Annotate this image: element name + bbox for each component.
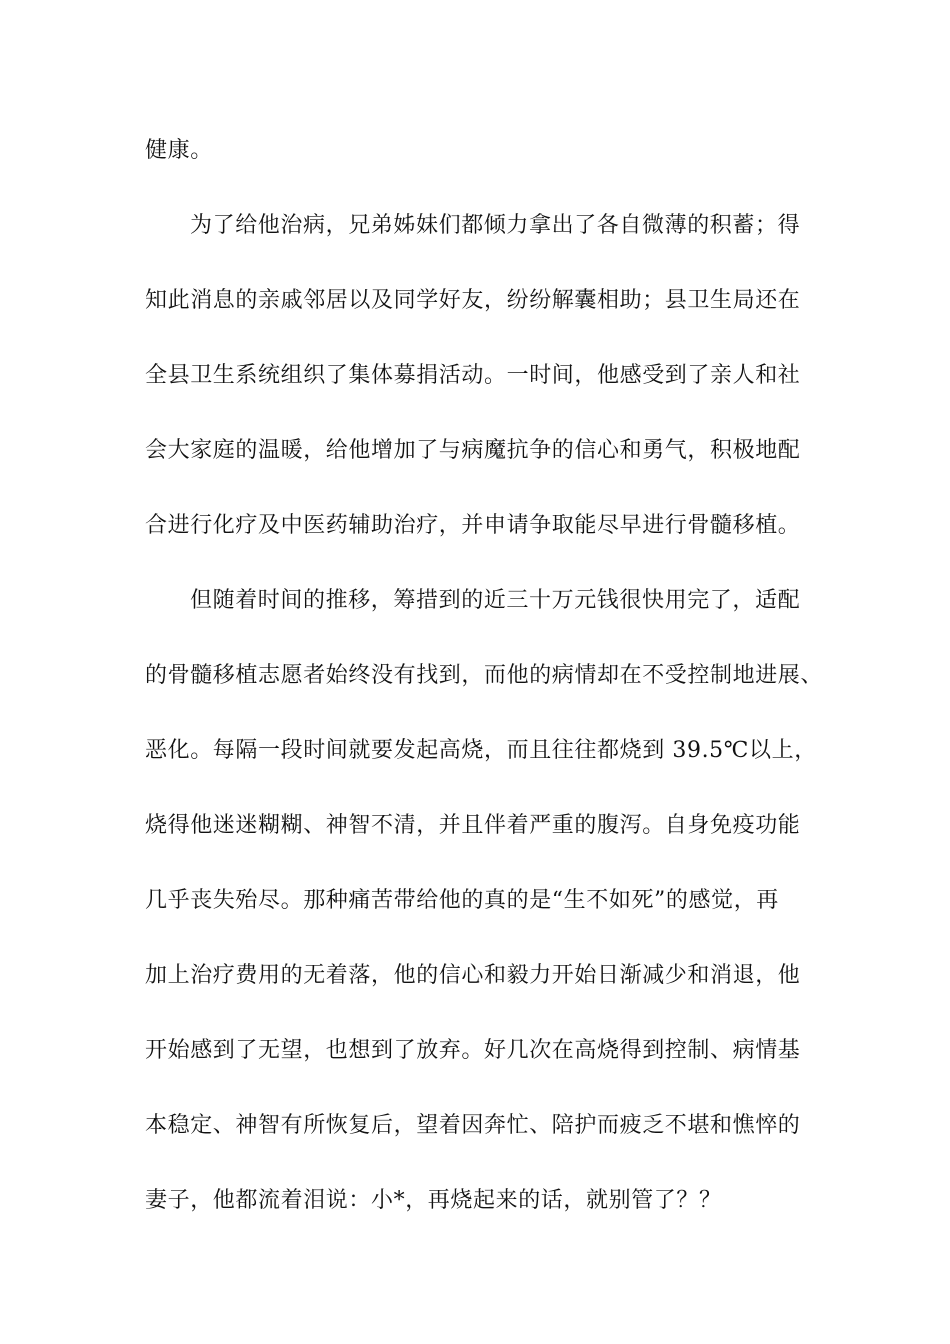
text-line: 开始感到了无望，也想到了放弃。好几次在高烧得到控制、病情基 [145, 1038, 801, 1063]
text-line: 健康。 [145, 138, 213, 163]
text-line: 恶化。每隔一段时间就要发起高烧，而且往往都烧到 39.5℃以上， [145, 738, 817, 763]
paragraph-start-line: 为了给他治病，兄弟姊妹们都倾力拿出了各自微薄的积蓄；得 [190, 213, 801, 238]
text-line: 会大家庭的温暖，给他增加了与病魔抗争的信心和勇气，积极地配 [145, 438, 801, 463]
text-line: 妻子，他都流着泪说：小*，再烧起来的话，就别管了？？ [145, 1188, 722, 1213]
text-line: 知此消息的亲戚邻居以及同学好友，纷纷解囊相助；县卫生局还在 [145, 288, 801, 313]
paragraph-start-line: 但随着时间的推移，筹措到的近三十万元钱很快用完了，适配 [190, 588, 801, 613]
text-line: 全县卫生系统组织了集体募捐活动。一时间，他感受到了亲人和社 [145, 363, 801, 388]
text-line: 烧得他迷迷糊糊、神智不清，并且伴着严重的腹泻。自身免疫功能 [145, 813, 801, 838]
text-line: 的骨髓移植志愿者始终没有找到，而他的病情却在不受控制地进展、 [145, 663, 824, 688]
text-line: 几乎丧失殆尽。那种痛苦带给他的真的是“生不如死”的感觉，再 [145, 888, 779, 913]
text-line: 本稳定、神智有所恢复后，望着因奔忙、陪护而疲乏不堪和憔悴的 [145, 1113, 801, 1138]
text-line: 合进行化疗及中医药辅助治疗，并申请争取能尽早进行骨髓移植。 [145, 513, 801, 538]
text-line: 加上治疗费用的无着落，他的信心和毅力开始日渐减少和消退，他 [145, 963, 801, 988]
